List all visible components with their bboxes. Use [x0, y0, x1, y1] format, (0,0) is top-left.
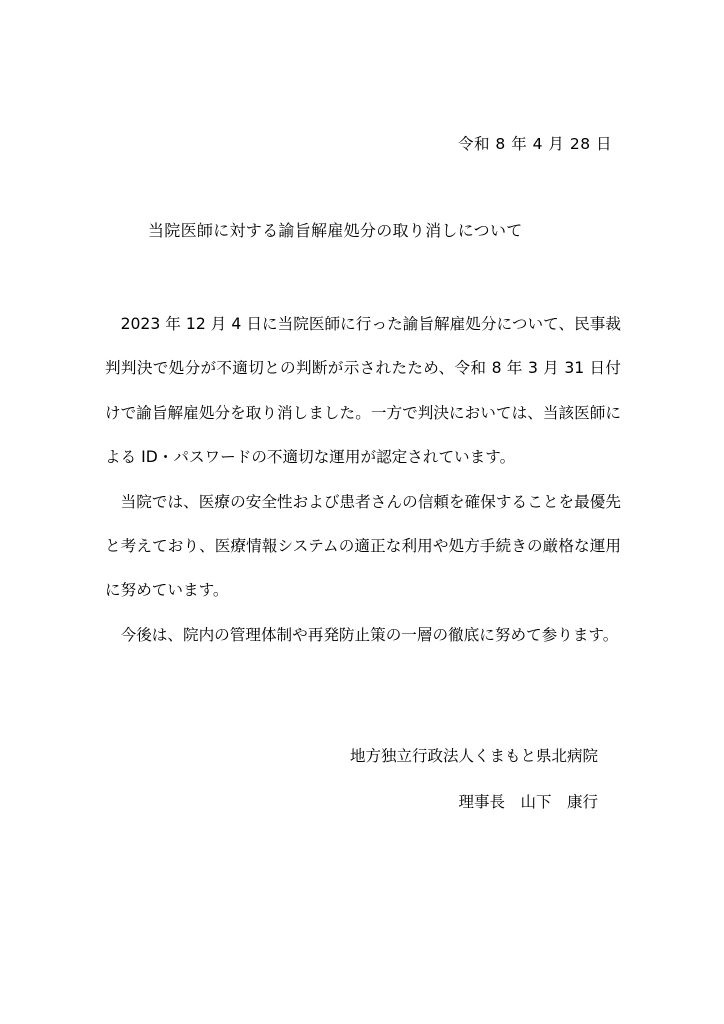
organization-name: 地方独立行政法人くまもと県北病院	[349, 747, 598, 765]
document-body	[105, 302, 621, 657]
signer-name: 理事長 山下 康行	[458, 793, 598, 811]
document-title: 当院医師に対する諭旨解雇処分の取り消しについて	[148, 221, 523, 240]
body-paragraph: 今後は、院内の管理体制や再発防止策の一層の徹底に努めて参ります。	[120, 625, 619, 644]
body-paragraph: 2023 年 12 月 4 日に当院医師に行った諭旨解雇処分について、民事裁判判決で処分が不適切との判断が示されたため、令和 8 年 3 月 31 日付けで諭旨解雇処分を取り消しました。一方で判決においては、当該医師による ID・パスワードの不適切な運用が認定されています。	[105, 315, 621, 467]
document-date: 令和 8 年 4 月 28 日	[457, 135, 612, 153]
body-paragraph: 当院では、医療の安全性および患者さんの信頼を確保することを最優先と考えており、医療情報システムの適正な利用や処方手続きの厳格な運用に努めています。	[105, 492, 621, 600]
